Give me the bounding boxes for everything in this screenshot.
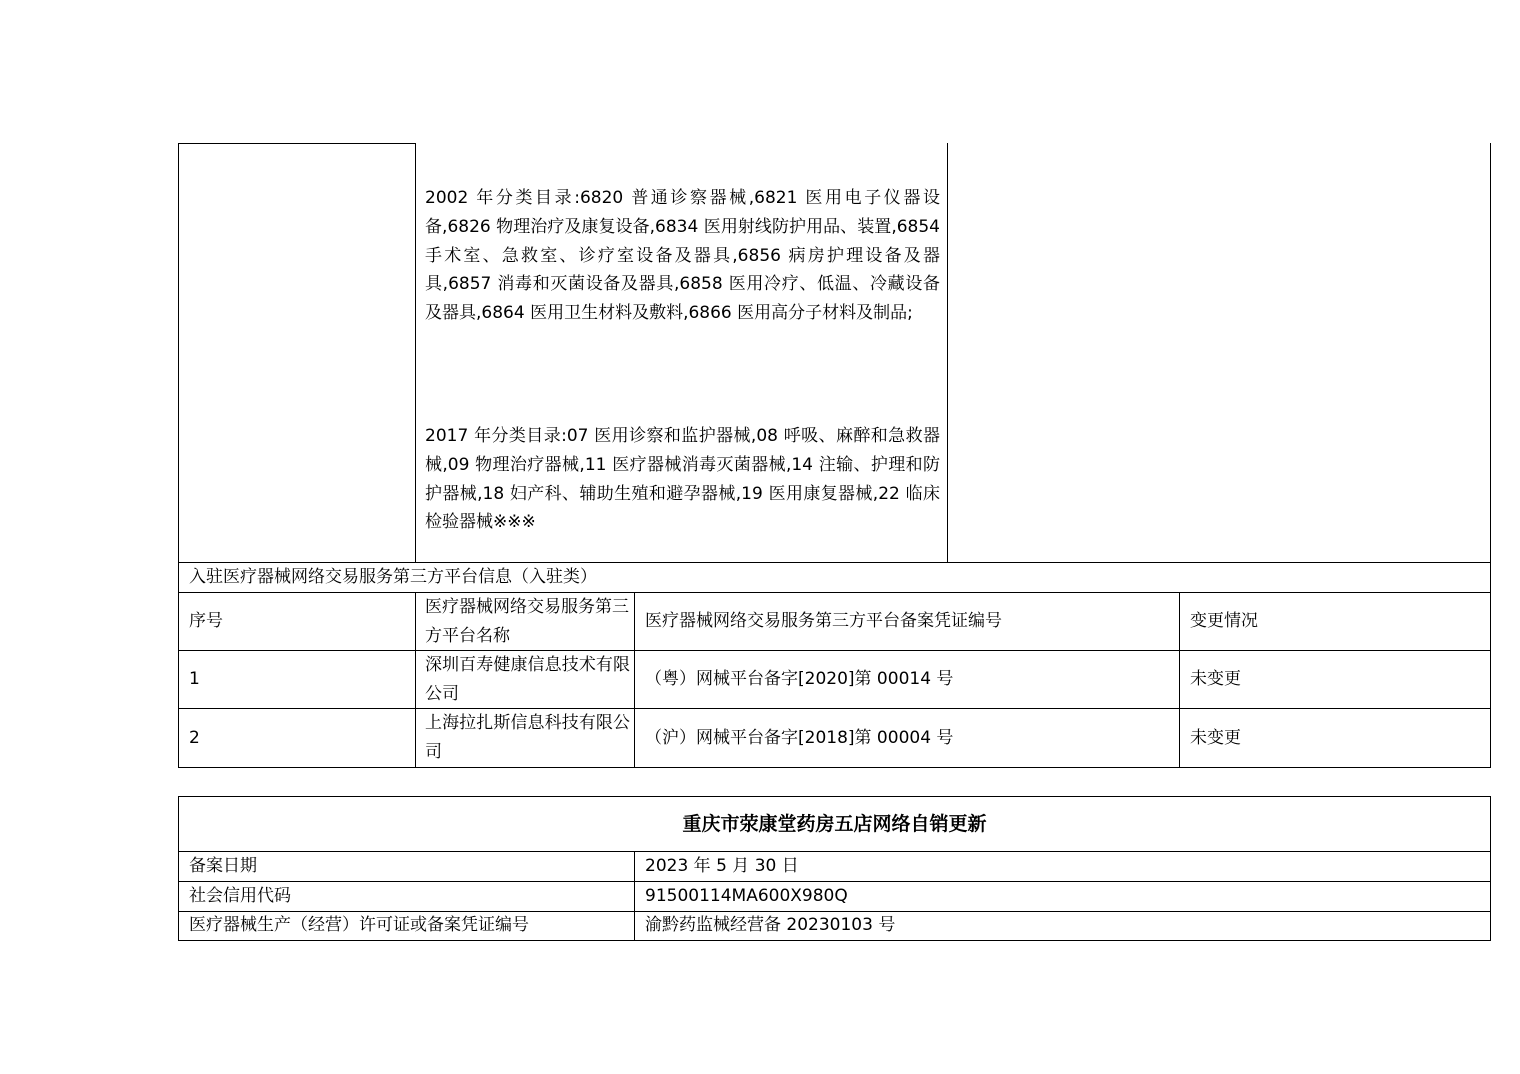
table-border-bottom bbox=[178, 940, 1491, 941]
row-divider-section bbox=[178, 592, 1491, 593]
table-border-top bbox=[178, 796, 1491, 797]
field-label: 社会信用代码 bbox=[189, 886, 291, 906]
table-border-top bbox=[178, 143, 416, 144]
header-platform-name: 医疗器械网络交易服务第三方平台名称 bbox=[425, 597, 629, 646]
scope-col-divider-1 bbox=[415, 143, 416, 562]
scope-col-divider-2 bbox=[947, 143, 948, 562]
catalog-2002-text: 2002 年分类目录:6820 普通诊察器械,6821 医用电子仪器设备,6826 物理治疗及康复设备,6834 医用射线防护用品、装置,6854 手术室、急救室、诊疗室设备及器具,6856 病房护理设备及器具,6857 消毒和灭菌设备及器具,6858 医用冷疗、低温、冷藏设备及器具,6864 医用卫生材料及敷料,6866 医用高分子材料及制品; bbox=[425, 188, 940, 324]
row-divider-title bbox=[178, 851, 1491, 852]
platform-section-title: 入驻医疗器械网络交易服务第三方平台信息（入驻类） bbox=[189, 567, 597, 587]
header-change: 变更情况 bbox=[1190, 611, 1258, 631]
platform-col-divider-2 bbox=[634, 592, 635, 767]
platform-col-divider-1 bbox=[415, 592, 416, 767]
field-label: 备案日期 bbox=[189, 856, 257, 876]
col-divider bbox=[634, 851, 635, 941]
store-title: 重庆市荥康堂药房五店网络自销更新 bbox=[682, 813, 987, 835]
row-divider-header bbox=[178, 650, 1491, 651]
field-value: 渝黔药监械经营备 20230103 号 bbox=[645, 915, 896, 935]
row-change: 未变更 bbox=[1190, 669, 1241, 689]
row-seq: 2 bbox=[189, 728, 200, 748]
field-value: 2023 年 5 月 30 日 bbox=[645, 856, 799, 876]
table-border-left bbox=[178, 143, 179, 768]
row-platform-name: 深圳百寿健康信息技术有限公司 bbox=[425, 655, 630, 704]
row-seq: 1 bbox=[189, 669, 200, 689]
row-record-no: （沪）网械平台备字[2018]第 00004 号 bbox=[645, 728, 954, 748]
row-record-no: （粤）网械平台备字[2020]第 00014 号 bbox=[645, 669, 954, 689]
table-border-bottom bbox=[178, 767, 1491, 768]
header-record-no: 医疗器械网络交易服务第三方平台备案凭证编号 bbox=[645, 611, 1002, 631]
catalog-2017-text: 2017 年分类目录:07 医用诊察和监护器械,08 呼吸、麻醉和急救器械,09 物理治疗器械,11 医疗器械消毒灭菌器械,14 注输、护理和防护器械,18 妇产科、辅助生殖和避孕器械,19 医用康复器械,22 临床检验器械※※※ bbox=[425, 426, 940, 533]
header-seq: 序号 bbox=[189, 611, 223, 631]
table-border-right bbox=[1490, 143, 1491, 768]
row-divider-row1 bbox=[178, 708, 1491, 709]
platform-col-divider-3 bbox=[1179, 592, 1180, 767]
row-change: 未变更 bbox=[1190, 728, 1241, 748]
field-value: 91500114MA600X980Q bbox=[645, 886, 848, 906]
field-label: 医疗器械生产（经营）许可证或备案凭证编号 bbox=[189, 915, 529, 935]
row-platform-name: 上海拉扎斯信息科技有限公司 bbox=[425, 713, 630, 762]
